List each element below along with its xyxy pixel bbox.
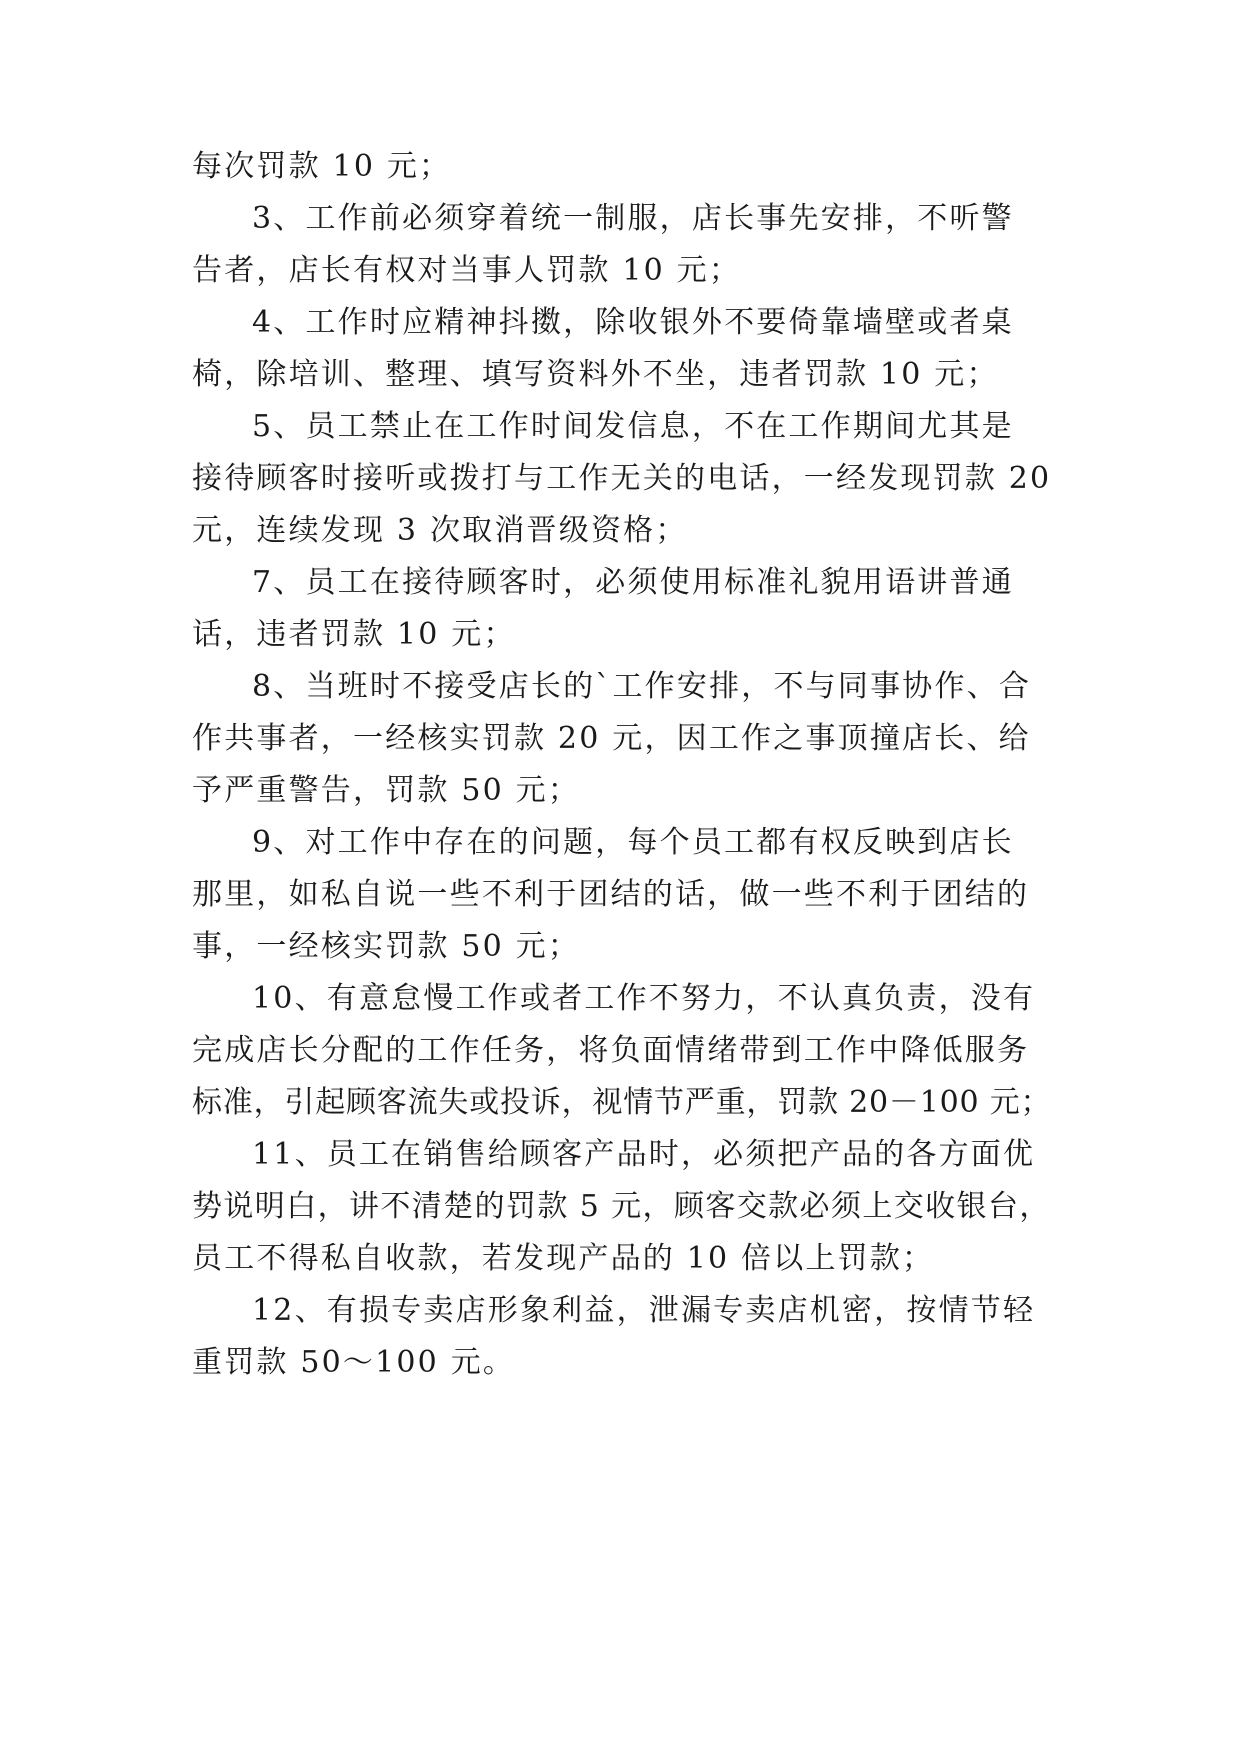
text-line: 12、有损专卖店形象利益，泄漏专卖店机密，按情节轻: [252, 1293, 1036, 1328]
text-line: 10、有意怠慢工作或者工作不努力，不认真负责，没有: [252, 981, 1036, 1016]
text-line: 每次罚款 10 元；: [192, 149, 452, 184]
text-line: 重罚款 50～100 元。: [192, 1345, 516, 1380]
text-line: 元，连续发现 3 次取消晋级资格；: [192, 513, 688, 548]
text-line: 接待顾客时接听或拨打与工作无关的电话，一经发现罚款 20: [192, 461, 1052, 496]
text-line: 话，违者罚款 10 元；: [192, 617, 516, 652]
text-line: 3、工作前必须穿着统一制服，店长事先安排，不听警: [252, 201, 1014, 236]
text-line: 9、对工作中存在的问题，每个员工都有权反映到店长: [252, 825, 1014, 860]
text-line: 那里，如私自说一些不利于团结的话，做一些不利于团结的: [192, 877, 1030, 912]
text-line: 作共事者，一经核实罚款 20 元，因工作之事顶撞店长、给: [192, 721, 1031, 756]
text-line: 予严重警告，罚款 50 元；: [192, 773, 581, 808]
text-line: 8、当班时不接受店长的`工作安排，不与同事协作、合: [252, 669, 1032, 704]
text-line: 4、工作时应精神抖擞，除收银外不要倚靠墙壁或者桌: [252, 305, 1014, 340]
text-line: 椅，除培训、整理、填写资料外不坐，违者罚款 10 元；: [192, 357, 999, 392]
text-line: 完成店长分配的工作任务，将负面情绪带到工作中降低服务: [192, 1033, 1030, 1068]
text-line: 5、员工禁止在工作时间发信息，不在工作期间尤其是: [252, 409, 1014, 444]
text-line: 标准，引起顾客流失或投诉，视情节严重，罚款 20－100 元；: [192, 1085, 1052, 1120]
text-line: 势说明白，讲不清楚的罚款 5 元，顾客交款必须上交收银台，: [192, 1189, 1051, 1224]
text-line: 事，一经核实罚款 50 元；: [192, 929, 581, 964]
text-line: 7、员工在接待顾客时，必须使用标准礼貌用语讲普通: [252, 565, 1014, 600]
text-line: 告者，店长有权对当事人罚款 10 元；: [192, 253, 742, 288]
text-line: 员工不得私自收款，若发现产品的 10 倍以上罚款；: [192, 1241, 935, 1276]
text-line: 11、员工在销售给顾客产品时，必须把产品的各方面优: [252, 1137, 1036, 1172]
